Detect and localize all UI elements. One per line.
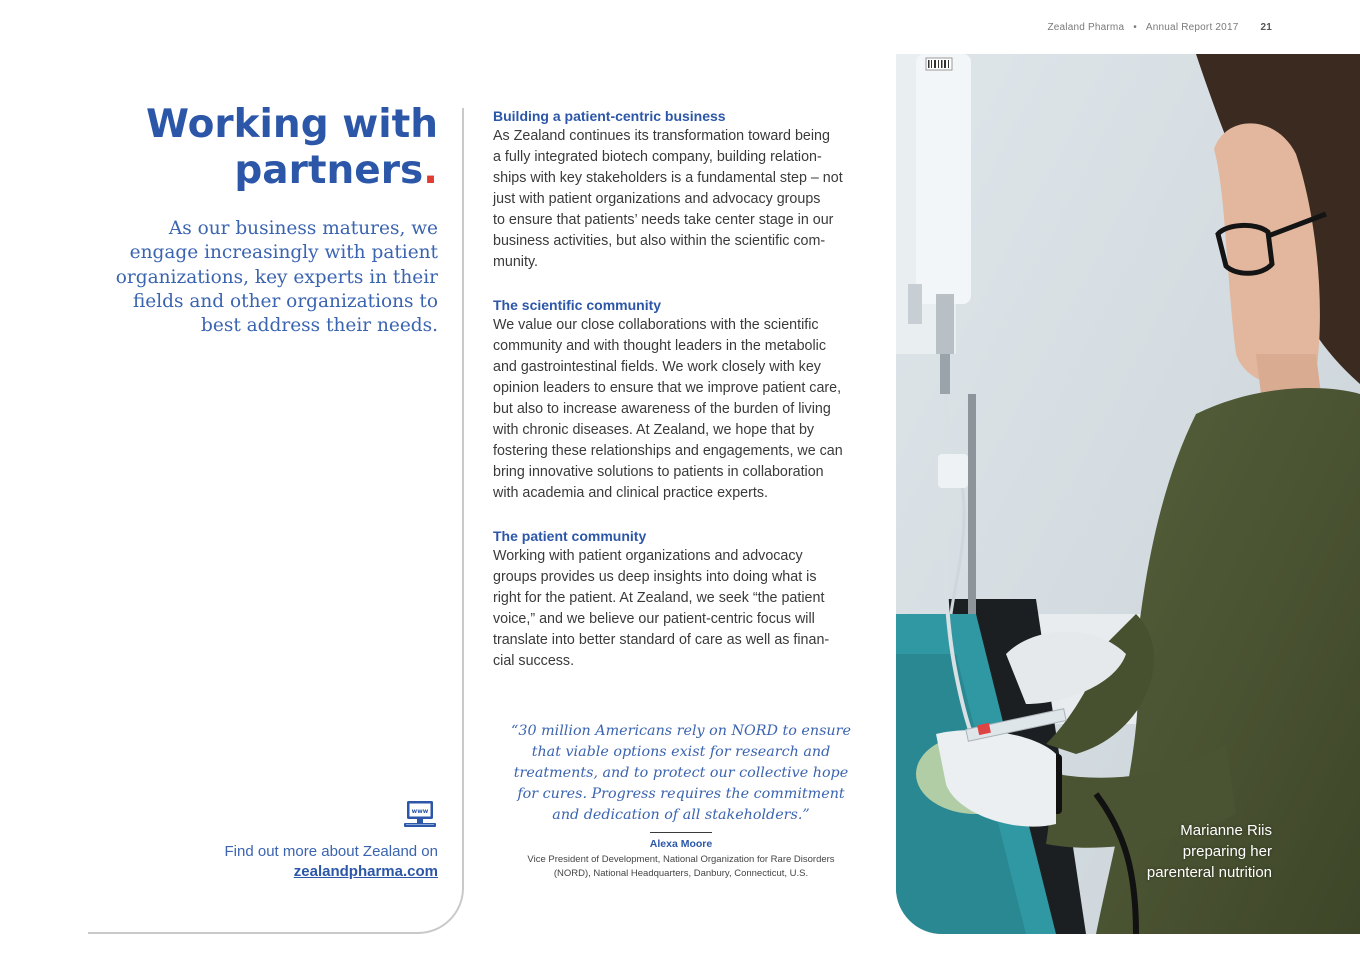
section-heading: The patient community	[493, 528, 647, 544]
section-patient-centric	[493, 106, 843, 273]
photo-caption-text	[1147, 820, 1272, 883]
page-header	[1047, 22, 1272, 33]
section-line: but also to increase awareness of the burden of living	[493, 401, 831, 417]
role-line-2: (NORD), National Headquarters, Danbury, Connecticut, U.S.	[553, 868, 809, 879]
quote-line: treatments, and to protect our collective hope	[513, 765, 849, 781]
section-line: to ensure that patients’ needs take center stage in our	[493, 212, 834, 228]
quote-line: for cures. Progress requires the commitment	[517, 786, 845, 802]
section-line: translate into better standard of care as well as finan-	[493, 632, 830, 648]
section-line: bring innovative solutions to patients in collaboration	[493, 464, 824, 480]
section-line: We value our close collaborations with the scientific	[493, 317, 819, 333]
section-heading: The scientific community	[493, 297, 662, 313]
title-line-1: Working with	[145, 102, 438, 147]
computer-icon	[402, 800, 438, 830]
caption-line-3: parenteral nutrition	[1146, 864, 1272, 881]
section-line: a fully integrated biotech company, building relation-	[493, 149, 822, 165]
section-line: business activities, but also within the scientific com-	[493, 233, 826, 249]
intro-text: As our business matures, we engage increasingly with patient organizations, key experts in their fields and other organizations to best address their needs.	[115, 218, 438, 337]
section-line: community and with thought leaders in the metabolic	[493, 338, 826, 354]
section-line: cial success.	[493, 653, 575, 669]
section-line: Working with patient organizations and advocacy	[493, 548, 803, 564]
section-scientific-community	[493, 295, 843, 504]
section-patient-community	[493, 526, 829, 672]
website-link[interactable]: zealandpharma.com	[293, 863, 438, 880]
role-line-1: Vice President of Development, National Organization for Rare Disorders	[527, 854, 835, 865]
section-line: As Zealand continues its transformation toward being	[493, 128, 830, 144]
header-separator: •	[1133, 22, 1137, 33]
section-line: with chronic diseases. At Zealand, we hope that by	[493, 422, 815, 438]
quote-line: “30 million Americans rely on NORD to ensure	[511, 723, 851, 739]
section-line: voice,” and we believe our patient-centric focus will	[493, 611, 815, 627]
section-line: ships with key stakeholders is a fundamental step – not	[493, 170, 843, 186]
page-number: 21	[1260, 22, 1272, 33]
photo	[896, 54, 1360, 934]
quote-line: that viable options exist for research and	[531, 744, 831, 760]
quote-line: and dedication of all stakeholders.”	[552, 807, 810, 823]
header-company: Zealand Pharma	[1047, 22, 1125, 33]
section-line: just with patient organizations and advocacy groups	[493, 191, 821, 207]
pull-quote	[500, 721, 862, 881]
www-label: www	[411, 808, 429, 815]
photo-illustration	[896, 54, 1360, 934]
caption-line-2: preparing her	[1182, 843, 1272, 860]
section-line: munity.	[493, 254, 539, 270]
section-line: groups provides us deep insights into doing what is	[493, 569, 817, 585]
header-report: Annual Report 2017	[1145, 22, 1239, 33]
page-title	[100, 102, 438, 194]
caption-line-1: Marianne Riis	[1180, 822, 1272, 839]
section-line: opinion leaders to ensure that we improve patient care,	[493, 380, 842, 396]
section-line: right for the patient. At Zealand, we seek “the patient	[493, 590, 825, 606]
quote-author: Alexa Moore	[649, 838, 713, 850]
section-line: with academia and clinical practice experts.	[493, 485, 768, 501]
title-line-2: partners	[234, 148, 424, 193]
quote-author-role	[500, 853, 862, 881]
find-more-text: Find out more about Zealand on	[224, 843, 438, 860]
section-heading: Building a patient-centric business	[493, 108, 726, 124]
find-more	[150, 842, 438, 882]
section-line: and gastrointestinal fields. We work closely with key	[493, 359, 821, 375]
title-period: .	[423, 148, 438, 193]
section-line: fostering these relationships and engagements, we can	[493, 443, 843, 459]
quote-divider	[650, 832, 712, 833]
